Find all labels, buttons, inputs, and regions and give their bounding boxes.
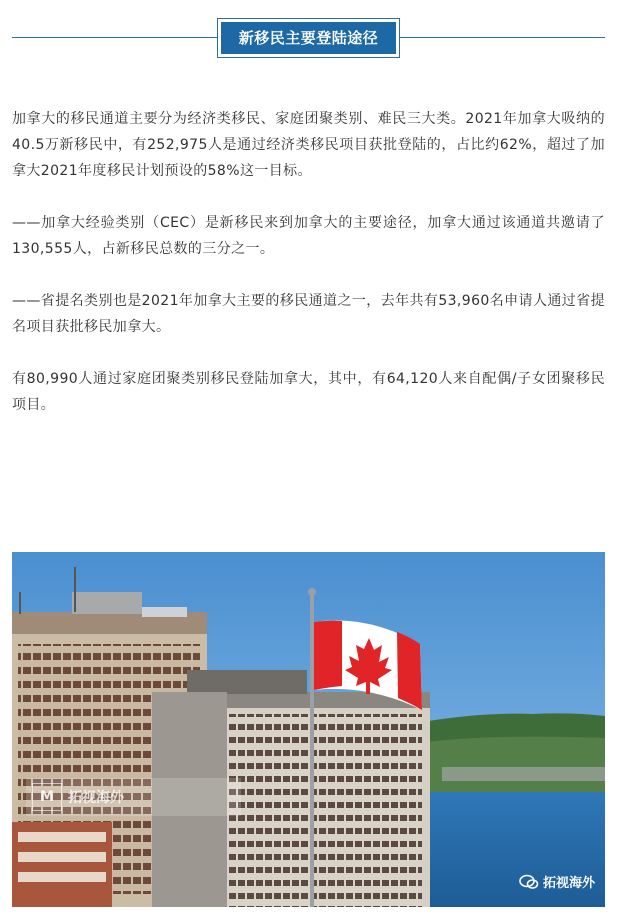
watermark-left-text: 拓视海外 — [68, 790, 124, 806]
title-frame — [217, 18, 400, 58]
section-title: 新移民主要登陆途径 — [221, 22, 396, 54]
paragraph-family: 有80,990人通过家庭团聚类别移民登陆加拿大，其中，有64,120人来自配偶/子女团聚移民项目。 — [12, 371, 605, 413]
section-header — [0, 18, 617, 58]
article-body — [12, 106, 605, 418]
watermark-left — [26, 778, 241, 816]
header-rule-left — [12, 37, 217, 38]
header-rule-right — [400, 37, 605, 38]
brand-logo-icon: M — [32, 783, 62, 811]
halifax-flag-photo — [12, 552, 605, 907]
wechat-icon — [519, 874, 539, 890]
paragraph-overview: 加拿大的移民通道主要分为经济类移民、家庭团聚类别、难民三大类。2021年加拿大吸纳的40.5万新移民中，有252,975人是通过经济类移民项目获批登陆的，占比约62%，超过了加拿大2021年度移民计划预设的58%这一目标。 — [12, 111, 605, 179]
photo-illustration — [12, 552, 605, 907]
paragraph-cec: ——加拿大经验类别（CEC）是新移民来到加拿大的主要途径，加拿大通过该通道共邀请了130,555人，占新移民总数的三分之一。 — [12, 215, 605, 257]
paragraph-pnp: ——省提名类别也是2021年加拿大主要的移民通道之一，去年共有53,960名申请人通过省提名项目获批移民加拿大。 — [12, 293, 605, 335]
watermark-right-text: 拓视海外 — [542, 876, 595, 891]
watermark-right — [519, 872, 595, 891]
